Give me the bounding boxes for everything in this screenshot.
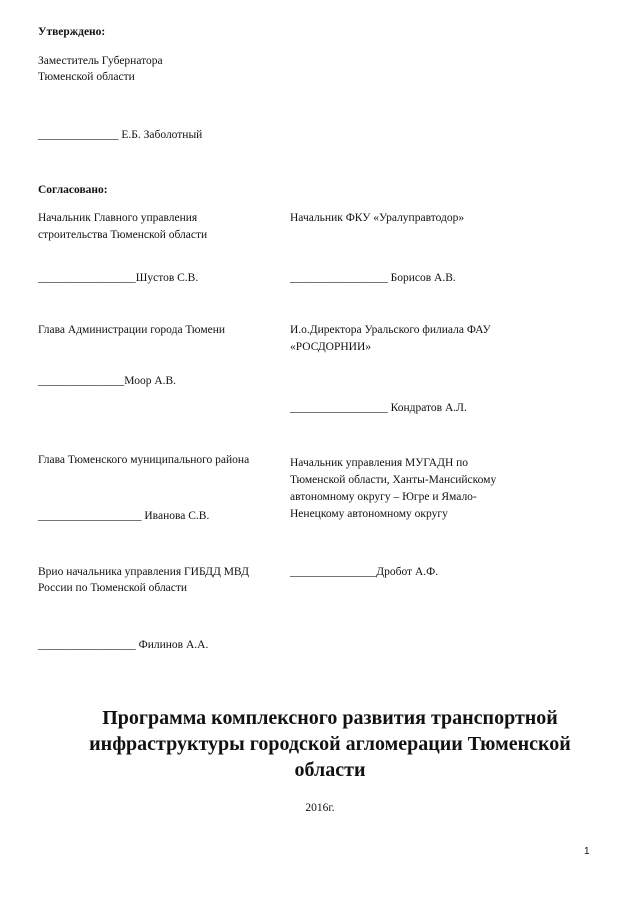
signatory-signature: _________________ Филинов А.А. xyxy=(38,639,209,651)
signatory-role: Тюменской области, Ханты-Мансийскому xyxy=(290,474,497,486)
document-title-line: Программа комплексного развития транспортной xyxy=(102,707,558,729)
signatory-signature: _________________ Борисов А.В. xyxy=(290,272,456,284)
signatory-role: Начальник Главного управления xyxy=(38,212,198,224)
approved-position-line2: Тюменской области xyxy=(38,71,135,83)
signatory-role: Начальник управления МУГАДН по xyxy=(290,457,469,469)
signatory-signature: _______________Моор А.В. xyxy=(38,375,177,387)
signatory-role: Глава Администрации города Тюмени xyxy=(38,324,226,336)
document-year: 2016г. xyxy=(305,802,335,814)
signatory-role: И.о.Директора Уральского филиала ФАУ xyxy=(290,324,491,336)
signatory-role: «РОСДОРНИИ» xyxy=(290,341,372,353)
signatory-signature: _________________Шустов С.В. xyxy=(38,272,199,284)
document-title-line: инфраструктуры городской агломерации Тюменской xyxy=(89,733,571,755)
signatory-role: строительства Тюменской области xyxy=(38,229,208,241)
document-title xyxy=(40,705,620,783)
signatory-role: Глава Тюменского муниципального района xyxy=(38,454,250,466)
agreed-heading: Согласовано: xyxy=(38,184,108,196)
signatory-role: автономному округу – Югре и Ямало- xyxy=(290,491,477,503)
page-number: 1 xyxy=(584,846,590,857)
signatory-role: Врио начальника управления ГИБДД МВД xyxy=(38,566,250,578)
approved-heading: Утверждено: xyxy=(38,26,106,38)
signatory-role: Ненецкому автономному округу xyxy=(290,508,448,520)
signatory-signature: _________________ Кондратов А.Л. xyxy=(290,402,467,414)
document-title-line: области xyxy=(294,759,366,781)
signatory-signature: __________________ Иванова С.В. xyxy=(38,510,210,522)
signatory-role: Начальник ФКУ «Уралуправтодор» xyxy=(290,212,465,224)
signatory-role: России по Тюменской области xyxy=(38,582,188,594)
approved-signature: ______________ Е.Б. Заболотный xyxy=(38,129,203,141)
signatory-signature: _______________Дробот А.Ф. xyxy=(290,566,439,578)
approved-position-line1: Заместитель Губернатора xyxy=(38,55,163,67)
